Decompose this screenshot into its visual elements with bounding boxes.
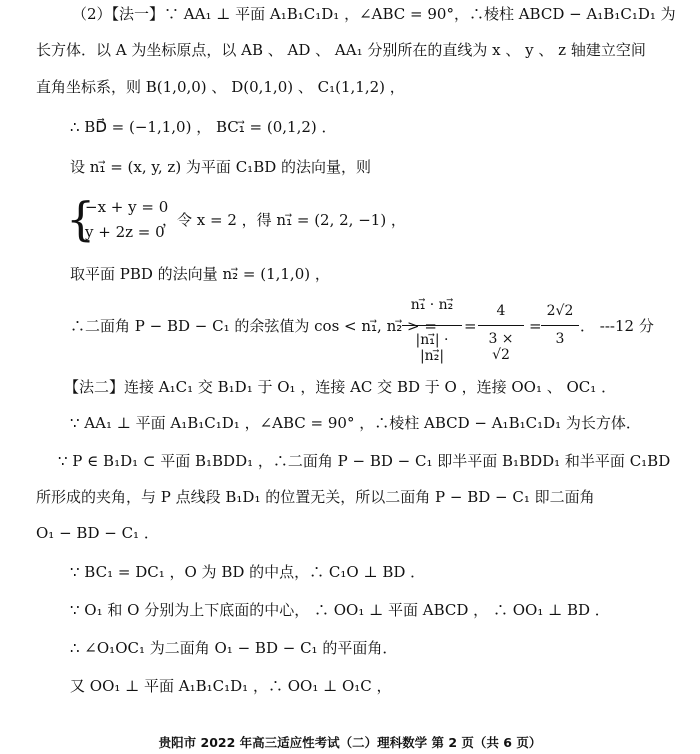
text-line-14: ∵ BC₁ = DC₁ ，O 为 BD 的中点，∴ C₁O ⊥ BD ． [70,563,426,581]
text-line-7: 取平面 PBD 的法向量 n₂⃗ = (1,1,0) ， [70,265,330,283]
text-line-9: 【法二】连接 A₁C₁ 交 B₁D₁ 于 O₁ ，连接 AC 交 BD 于 O ，连接 OO₁ 、 OC₁ ． [64,378,617,396]
fraction-2-bar [478,325,524,326]
text-line-5: 设 n₁⃗ = (x, y, z) 为平面 C₁BD 的法向量，则 [70,158,372,176]
score-note: ． ---12 分 [580,317,654,335]
page-footer: 贵阳市 2022 年高三适应性考试（二）理科数学 第 2 页（共 6 页） [158,735,542,750]
fraction-1-denominator: |n₁⃗| · |n₂⃗| [415,332,449,364]
text-line-11: ∵ P ∈ B₁D₁ ⊂ 平面 B₁BDD₁ ，∴二面角 P − BD − C₁ 即半平面 B₁BDD₁ 和半平面 C₁BD [58,452,671,470]
text-line-17: 又 OO₁ ⊥ 平面 A₁B₁C₁D₁ ，∴ OO₁ ⊥ O₁C ， [70,677,392,695]
fraction-3-denominator: 3 [555,331,565,347]
text-line-8-prefix: ∴二面角 P − BD − C₁ 的余弦值为 cos < n₁⃗, n₂⃗ > = [70,317,437,335]
equation-system-result: ，令 x = 2 ，得 n₁⃗ = (2, 2, −1) ， [162,211,406,229]
equals-sign-2: = [464,317,477,335]
fraction-1-bar [402,325,462,326]
text-line-3: 直角坐标系，则 B(1,0,0) 、 D(0,1,0) 、 C₁(1,1,2) ， [36,78,405,96]
text-line-10: ∵ AA₁ ⊥ 平面 A₁B₁C₁D₁ ，∠ABC = 90° ，∴棱柱 ABCD − A₁B₁C₁D₁ 为长方体． [70,414,641,432]
fraction-3-numerator: 2√2 [546,303,574,319]
fraction-2-denominator: 3 × √2 [488,331,514,363]
equation-2: y + 2z = 0 [85,223,165,241]
text-line-4: ∴ BD⃗ = (−1,1,0) ， BC₁⃗ = (0,1,2) ． [70,118,337,136]
equals-sign-3: = [529,317,542,335]
equation-1: −x + y = 0 [85,198,169,216]
text-line-13: O₁ − BD − C₁ ． [36,524,159,542]
text-line-15: ∵ O₁ 和 O 分别为上下底面的中心， ∴ OO₁ ⊥ 平面 ABCD ， ∴ OO₁ ⊥ BD ． [70,601,610,619]
text-line-1: （2）【法一】∵ AA₁ ⊥ 平面 A₁B₁C₁D₁ ，∠ABC = 90°，∴棱柱 ABCD − A₁B₁C₁D₁ 为 [72,5,676,23]
fraction-3-bar [541,325,579,326]
text-line-2: 长方体．以 A 为坐标原点，以 AB 、 AD 、 AA₁ 分别所在的直线为 x 、 y 、 z 轴建立空间 [36,41,646,59]
text-line-16: ∴ ∠O₁OC₁ 为二面角 O₁ − BD − C₁ 的平面角． [70,639,398,657]
equation-system-brace: { [66,192,96,246]
text-line-12: 所形成的夹角，与 P 点线段 B₁D₁ 的位置无关，所以二面角 P − BD − C₁ 即二面角 [36,488,595,506]
fraction-1-numerator: n₁⃗ · n₂⃗ [410,297,454,313]
fraction-2-numerator: 4 [496,303,506,319]
